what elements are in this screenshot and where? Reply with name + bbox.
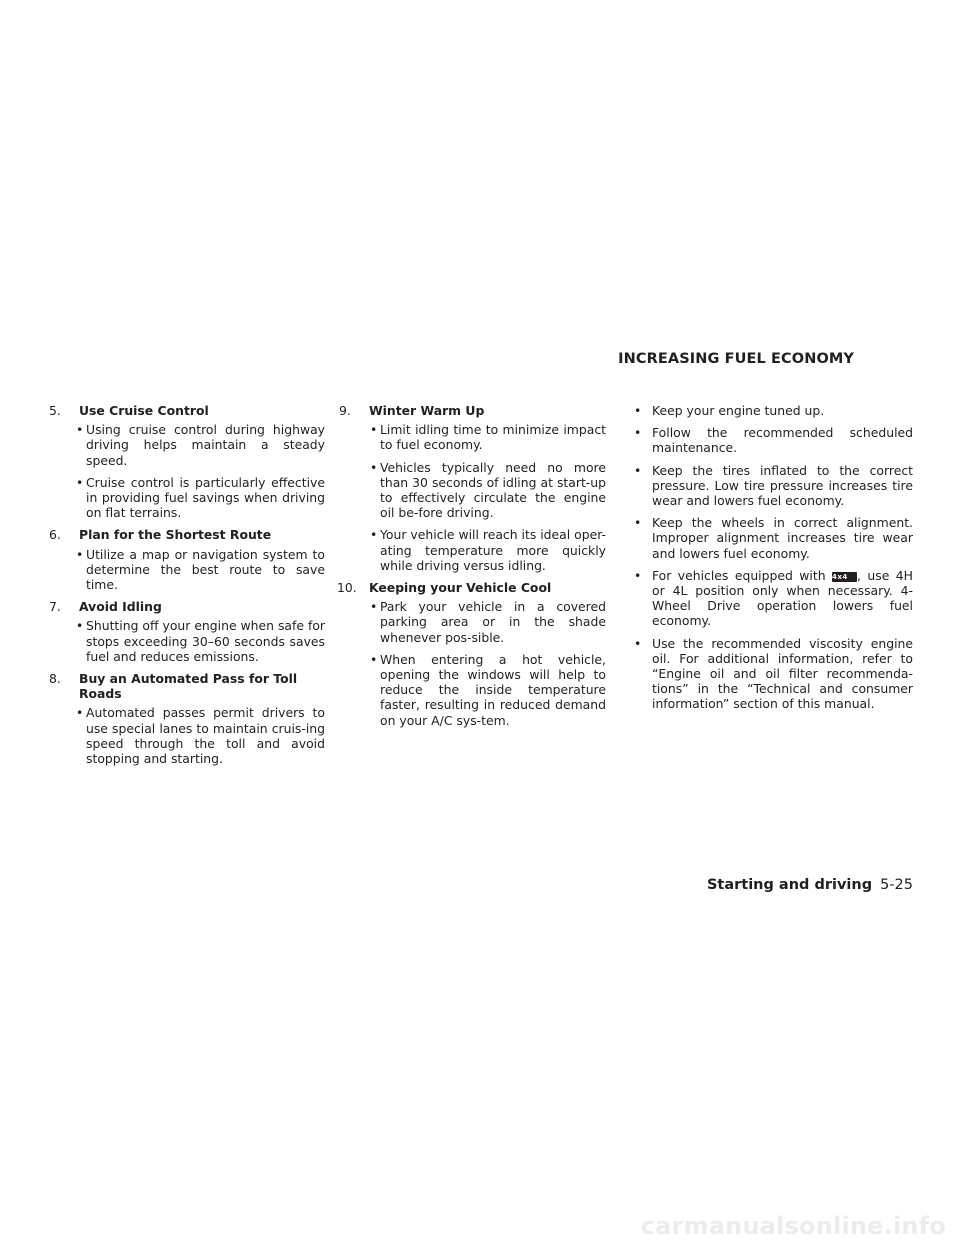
chapter-name: Starting and driving [706, 877, 873, 893]
item-number: 5. [49, 403, 61, 418]
4x4-icon: 4x4 [832, 572, 857, 582]
item-heading [49, 403, 325, 418]
bullet-text: • Using cruise control during highway driving helps maintain a steady speed. [49, 422, 325, 468]
bullet-text: • Keep the tires inflated to the correct pressure. Low tire pressure increases tire wear and lowers fuel economy. [630, 463, 913, 509]
bullet-text: • Vehicles typically need no more than 30 seconds of idling at start-up to effectively circulate the engine oil be-fore driving. [339, 460, 606, 521]
bullet-text: • Limit idling time to minimize impact to fuel economy. [339, 422, 606, 452]
item-vehicle-cool [339, 580, 606, 728]
bullet-text: • Utilize a map or navigation system to determine the best route to save time. [49, 547, 325, 593]
item-heading [339, 580, 606, 595]
item-heading [49, 599, 325, 614]
item-title: Use Cruise Control [79, 403, 209, 418]
item-heading [49, 671, 325, 701]
item-winter-warm-up [339, 403, 606, 573]
item-avoid-idling [49, 599, 325, 664]
item-number: 9. [339, 403, 351, 418]
page-number: 5-25 [880, 877, 913, 893]
bullet-4x4 [630, 568, 913, 629]
bullet-text: • Follow the recommended scheduled maintenance. [630, 425, 913, 455]
item-title: Keeping your Vehicle Cool [369, 580, 552, 596]
item-cruise-control [49, 403, 325, 520]
column-middle [339, 403, 606, 735]
item-title: Avoid Idling [79, 599, 162, 615]
bullet-text: • Cruise control is particularly effective in providing fuel savings when driving on flat terrains. [49, 475, 325, 521]
bullet-text: • Shutting off your engine when safe for stops exceeding 30–60 seconds saves fuel and reduces emissions. [49, 618, 325, 664]
item-number: 10. [337, 580, 357, 596]
item-title: Buy an Automated Pass for Toll Roads [79, 671, 298, 702]
bullet-text: • Keep the wheels in correct alignment. Improper alignment increases tire wear and lowers fuel economy. [630, 515, 913, 561]
item-number: 7. [49, 599, 61, 615]
bullet-text: • Park your vehicle in a covered parking area or in the shade whenever pos-sible. [339, 599, 606, 645]
item-heading [339, 403, 606, 418]
item-title: Plan for the Shortest Route [79, 527, 272, 543]
column-right [630, 403, 913, 719]
item-heading [49, 527, 325, 542]
bullet-text: • When entering a hot vehicle, opening the windows will help to reduce the inside temperature faster, resulting in reduced demand on your A/C sys-tem. [339, 652, 606, 728]
item-shortest-route [49, 527, 325, 592]
item-toll-pass [49, 671, 325, 766]
bullet-text: • Your vehicle will reach its ideal oper-ating temperature more quickly while driving versus idling. [339, 527, 606, 573]
bullet-text-pre: For vehicles equipped with [652, 567, 826, 583]
column-left [49, 403, 325, 773]
page-footer [707, 877, 913, 893]
bullet-text: • Keep your engine tuned up. [630, 403, 913, 418]
item-number: 6. [49, 527, 61, 543]
watermark: carmanualsonline.info [640, 1212, 946, 1240]
item-number: 8. [49, 671, 61, 687]
bullet-text-post: , use 4H or 4L position only when necessary. 4-Wheel Drive operation lowers fuel economy. [652, 567, 913, 629]
bullet-text: • Automated passes permit drivers to use special lanes to maintain cruis-ing speed through the toll and avoid stopping and starting. [49, 705, 325, 766]
bullet-text: • Use the recommended viscosity engine oil. For additional information, refer to “Engine oil and oil filter recommenda-tions” in the “Technical and consumer information” section of this manual. [630, 636, 913, 712]
item-title: Winter Warm Up [369, 403, 485, 418]
section-title: INCREASING FUEL ECONOMY [618, 351, 854, 367]
